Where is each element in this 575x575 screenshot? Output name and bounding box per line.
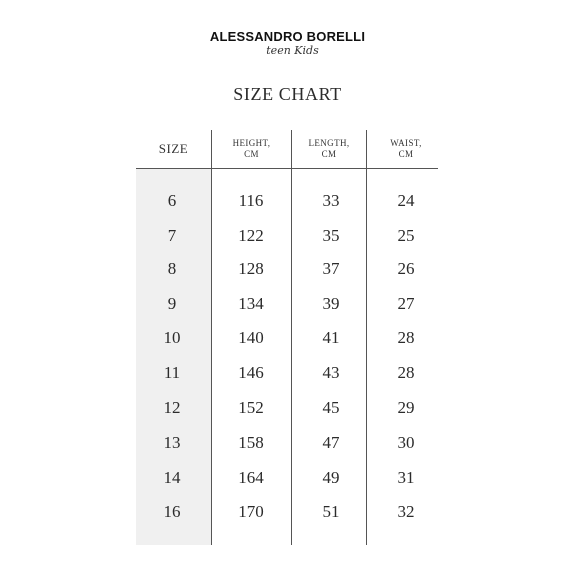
table-cell-size: 6: [167, 191, 177, 210]
header-waist-line1: WAIST,: [390, 138, 422, 148]
table-cell-waist: 26: [397, 259, 415, 278]
header-height-line1: HEIGHT,: [232, 138, 271, 148]
header-waist: [367, 130, 445, 168]
header-size: SIZE: [158, 141, 189, 156]
table-cell-waist: 27: [397, 294, 415, 313]
table-cell-height: 140: [238, 328, 264, 347]
table-cell-length: 43: [322, 363, 340, 382]
header-length-line2: CM: [321, 149, 337, 159]
table-cell-size: 10: [163, 328, 181, 347]
table-cell-size: 7: [167, 226, 177, 245]
table-cell-height: 170: [238, 502, 264, 521]
brand-name: ALESSANDRO BORELLI: [209, 29, 366, 44]
table-cell-length: 51: [322, 502, 340, 521]
table-cell-length: 37: [322, 259, 340, 278]
table-cell-waist: 30: [397, 433, 415, 452]
table-cell-height: 122: [238, 226, 264, 245]
header-height-line2: CM: [244, 149, 259, 159]
column-divider-2: [291, 130, 292, 545]
table-cell-size: 16: [163, 502, 181, 521]
table-cell-height: 134: [238, 294, 264, 313]
table-cell-height: 158: [238, 433, 264, 452]
table-cell-size: 9: [167, 294, 177, 313]
table-cell-height: 128: [238, 259, 264, 278]
table-cell-length: 49: [322, 468, 340, 487]
table-cell-length: 39: [322, 294, 340, 313]
header-divider: [136, 168, 438, 169]
table-cell-waist: 25: [397, 226, 415, 245]
table-cell-length: 35: [322, 226, 340, 245]
table-cell-waist: 29: [397, 398, 415, 417]
table-cell-waist: 32: [397, 502, 415, 521]
table-cell-height: 164: [238, 468, 264, 487]
column-divider-3: [366, 130, 367, 545]
header-height: [212, 130, 291, 168]
table-cell-waist: 24: [397, 191, 415, 210]
table-cell-height: 152: [238, 398, 264, 417]
table-cell-size: 13: [163, 433, 181, 452]
table-cell-waist: 28: [397, 328, 415, 347]
table-cell-length: 45: [322, 398, 340, 417]
header-waist-line2: CM: [398, 149, 414, 159]
table-cell-size: 14: [163, 468, 181, 487]
table-cell-waist: 28: [397, 363, 415, 382]
table-cell-height: 146: [238, 363, 264, 382]
table-cell-size: 12: [163, 398, 181, 417]
column-divider-1: [211, 130, 212, 545]
page-title: SIZE CHART: [233, 84, 342, 104]
table-cell-length: 41: [322, 328, 340, 347]
table-cell-size: 11: [163, 363, 181, 382]
brand-logo: [0, 30, 575, 58]
table-cell-length: 33: [322, 191, 340, 210]
header-length: [292, 130, 366, 168]
size-column-shading: [136, 168, 212, 545]
table-cell-length: 47: [322, 433, 340, 452]
brand-sub-logo: teen Kids: [266, 44, 319, 57]
table-cell-waist: 31: [397, 468, 415, 487]
header-length-line1: LENGTH,: [308, 138, 350, 148]
table-cell-height: 116: [238, 191, 264, 210]
table-cell-size: 8: [167, 259, 177, 278]
